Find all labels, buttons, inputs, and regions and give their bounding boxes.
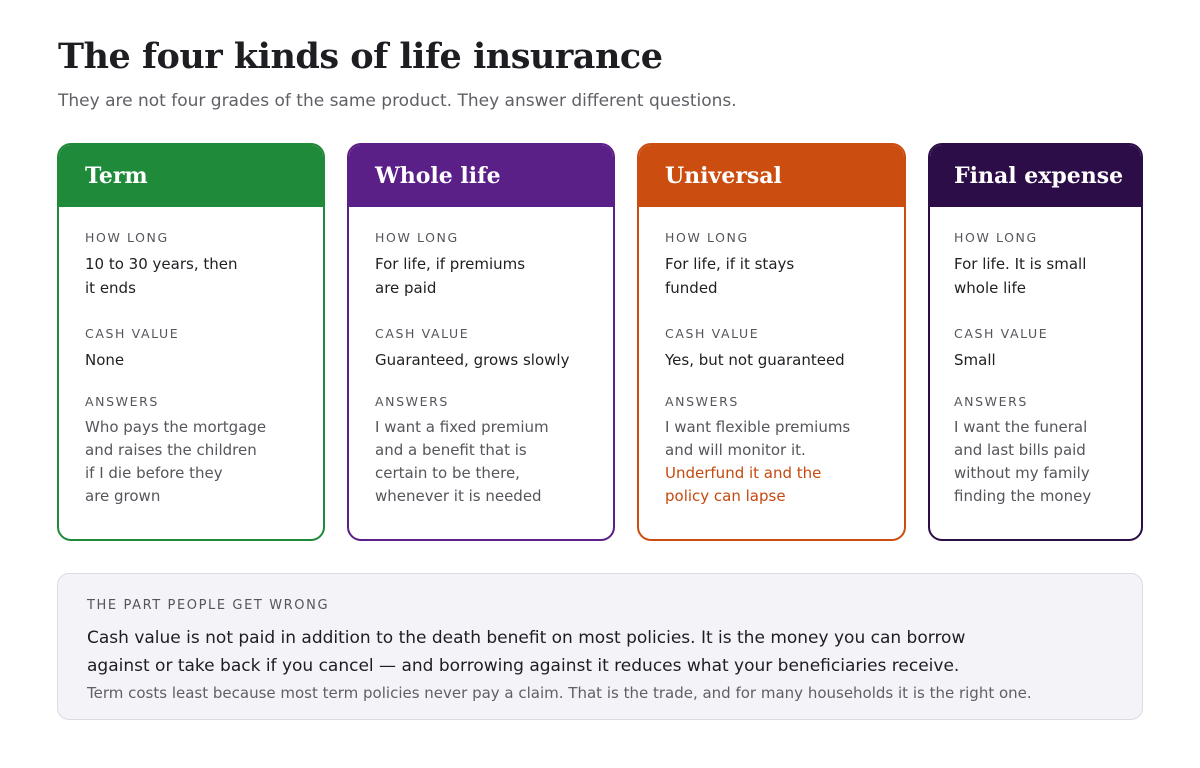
answers-text [954, 416, 1141, 508]
how-long-label: HOW LONG [375, 230, 459, 245]
answer-line: are grown [85, 487, 161, 505]
callout-note [57, 573, 1143, 720]
answer-line: without my family [954, 464, 1090, 482]
how-long-line: 10 to 30 years, then [85, 255, 238, 273]
cash-value-label: CASH VALUE [954, 326, 1049, 341]
card-whole-life [347, 143, 615, 541]
how-long-label: HOW LONG [954, 230, 1038, 245]
how-long-label: HOW LONG [85, 230, 169, 245]
cash-value-value: Guaranteed, grows slowly [375, 351, 570, 369]
cash-value-value: None [85, 351, 125, 369]
card-body [349, 207, 613, 508]
how-long-value [85, 252, 323, 300]
how-long-line: are paid [375, 279, 437, 297]
how-long-line: For life. It is small [954, 255, 1087, 273]
page-title: The four kinds of life insurance [58, 36, 663, 77]
card-title: Universal [639, 145, 904, 207]
answers-label: ANSWERS [954, 394, 1028, 409]
callout-main-line: Cash value is not paid in addition to the death benefit on most policies. It is the money you can borrow [87, 628, 966, 648]
answer-line: and will monitor it. [665, 441, 806, 459]
page-subtitle: They are not four grades of the same product. They answer different questions. [58, 91, 737, 111]
how-long-value [954, 252, 1141, 300]
card-body [930, 207, 1141, 508]
how-long-line: For life, if it stays [665, 255, 795, 273]
answer-line: certain to be there, [375, 464, 520, 482]
cash-value-label: CASH VALUE [375, 326, 470, 341]
answer-line: finding the money [954, 487, 1092, 505]
answer-line: if I die before they [85, 464, 223, 482]
how-long-value [665, 252, 904, 300]
answer-line: I want a fixed premium [375, 418, 549, 436]
how-long-label: HOW LONG [665, 230, 749, 245]
answers-text [85, 416, 323, 508]
cash-value-value: Yes, but not guaranteed [665, 351, 845, 369]
answers-label: ANSWERS [665, 394, 739, 409]
answer-line: I want flexible premiums [665, 418, 851, 436]
card-body [59, 207, 323, 508]
how-long-line: For life, if premiums [375, 255, 526, 273]
card-term [57, 143, 325, 541]
answers-text [665, 416, 904, 508]
card-title: Whole life [349, 145, 613, 207]
card-universal [637, 143, 906, 541]
card-title: Final expense [930, 145, 1141, 207]
how-long-value [375, 252, 613, 300]
card-title: Term [59, 145, 323, 207]
card-final-expense [928, 143, 1143, 541]
callout-main-line: against or take back if you cancel — and borrowing against it reduces what your beneficiaries receive. [87, 656, 960, 676]
answers-label: ANSWERS [85, 394, 159, 409]
how-long-line: funded [665, 279, 718, 297]
lapse-warning-line: policy can lapse [665, 487, 786, 505]
answers-text [375, 416, 613, 508]
answer-line: and raises the children [85, 441, 257, 459]
how-long-line: whole life [954, 279, 1026, 297]
cash-value-label: CASH VALUE [665, 326, 760, 341]
callout-main-text [87, 624, 1142, 680]
cash-value-label: CASH VALUE [85, 326, 180, 341]
callout-sub-text: Term costs least because most term policies never pay a claim. That is the trade, and for many households it is the right one. [87, 684, 1032, 702]
card-body [639, 207, 904, 508]
how-long-line: it ends [85, 279, 136, 297]
callout-label: THE PART PEOPLE GET WRONG [87, 598, 330, 613]
answer-line: and last bills paid [954, 441, 1086, 459]
answer-line: and a benefit that is [375, 441, 527, 459]
answer-line: whenever it is needed [375, 487, 542, 505]
cash-value-value: Small [954, 351, 996, 369]
lapse-warning-line: Underfund it and the [665, 464, 822, 482]
answers-label: ANSWERS [375, 394, 449, 409]
answer-line: Who pays the mortgage [85, 418, 267, 436]
answer-line: I want the funeral [954, 418, 1088, 436]
